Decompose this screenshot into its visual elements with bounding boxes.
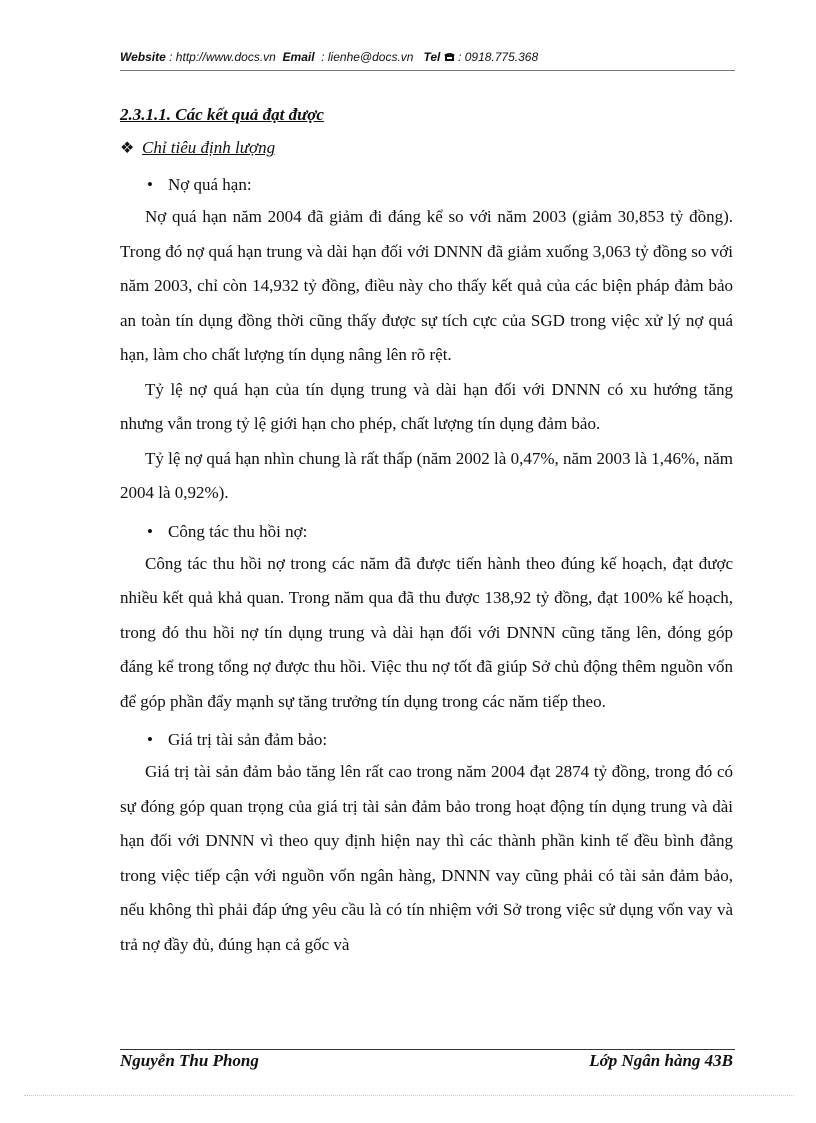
page-bottom-border: [24, 1095, 794, 1096]
email-label: Email: [282, 50, 315, 64]
bullet-text: Nợ quá hạn:: [168, 175, 252, 194]
bullet-item: [120, 517, 733, 547]
section-title: 2.3.1.1. Các kết quả đạt được: [120, 105, 324, 124]
phone-number: : 0918.775.368: [458, 50, 539, 64]
footer-rule: [120, 1049, 735, 1050]
document-body: [120, 100, 733, 962]
header-rule: [120, 70, 735, 71]
paragraph: Giá trị tài sản đảm bảo tăng lên rất cao trong năm 2004 đạt 2874 tỷ đồng, trong đó có sự đóng góp quan trọng của giá trị tài sản đảm bảo trong hoạt động tín dụng trung và dài hạn đối với DNNN vì theo quy định hiện nay thì các thành phần kinh tế đều bình đẳng trong việc tiếp cận với nguồn vốn ngân hàng, DNNN vay cũng phải có tài sản đảm bảo, nếu không thì phải đáp ứng yêu cầu là có tín nhiệm với Sở trong việc sử dụng vốn vay và trả nợ đầy đủ, đúng hạn cả gốc và: [120, 762, 733, 954]
paragraph: Nợ quá hạn năm 2004 đã giảm đi đáng kể so với năm 2003 (giảm 30,853 tỷ đồng). Trong đó nợ quá hạn trung và dài hạn đối với DNNN đã giảm xuống 3,063 tỷ đồng so với năm 2003, chỉ còn 14,932 tỷ đồng, điều này cho thấy kết quả của các biện pháp đảm bảo an toàn tín dụng đồng thời cũng thấy được sự tích cực của SGD trong việc xử lý nợ quá hạn, làm cho chất lượng tín dụng nâng lên rõ rệt.: [120, 207, 733, 364]
bullet-text: Công tác thu hồi nợ:: [168, 521, 308, 541]
paragraph: Tỷ lệ nợ quá hạn nhìn chung là rất thấp (năm 2002 là 0,47%, năm 2003 là 1,46%, năm 2004 là 0,92%).: [120, 448, 733, 502]
bullet-dot-icon: •: [147, 521, 153, 541]
subheading-text: Chỉ tiêu định lượng: [142, 138, 276, 157]
website-url[interactable]: : http://www.docs.vn: [169, 50, 276, 64]
bullet-dot-icon: •: [147, 730, 153, 749]
page-header: [120, 50, 735, 65]
paragraph: Tỷ lệ nợ quá hạn của tín dụng trung và dài hạn đối với DNNN có xu hướng tăng nhưng vẫn trong tỷ lệ giới hạn cho phép, chất lượng tín dụng đảm bảo.: [120, 379, 733, 433]
email-address[interactable]: : lienhe@docs.vn: [321, 50, 414, 64]
bullet-item: [120, 725, 733, 755]
bullet-dot-icon: •: [147, 175, 153, 194]
bullet-text: Giá trị tài sản đảm bảo:: [168, 730, 328, 749]
footer-class: Lớp Ngân hàng 43B: [589, 1051, 733, 1070]
subheading: [120, 133, 733, 164]
paragraph: Công tác thu hồi nợ trong các năm đã được tiến hành theo đúng kế hoạch, đạt được nhiều kết quả khả quan. Trong năm qua đã thu được 138,92 tỷ đồng, đạt 100% kế hoạch, trong đó thu hồi nợ tín dụng trung và dài hạn đối với DNNN cũng tăng lên, đóng góp đáng kể trong tổng nợ được thu hồi. Việc thu nợ tốt đã giúp Sở chủ động thêm nguồn vốn để góp phần đẩy mạnh sự tăng trưởng tín dụng trong các năm tiếp theo.: [120, 553, 733, 711]
phone-icon: [444, 51, 455, 65]
bullet-item: [120, 170, 733, 200]
website-label: Website: [120, 50, 166, 64]
tel-label: Tel: [423, 50, 441, 64]
diamond-bullet-icon: ❖: [120, 140, 135, 157]
footer-author: Nguyễn Thu Phong: [120, 1051, 259, 1070]
